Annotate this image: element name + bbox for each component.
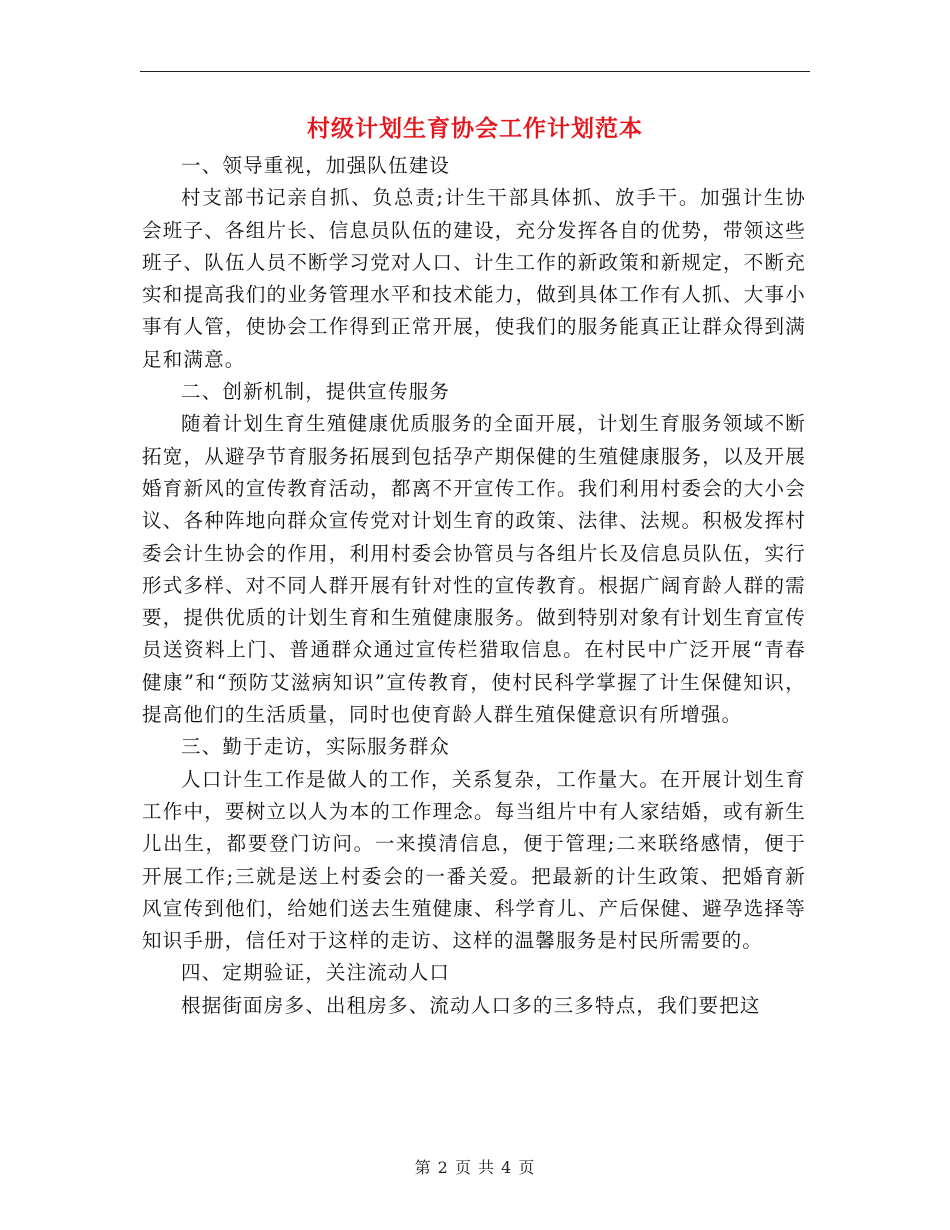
document-title: 村级计划生育协会工作计划范本 xyxy=(307,115,643,142)
document-body xyxy=(142,150,806,1022)
paragraph: 人口计生工作是做人的工作，关系复杂，工作量大。在开展计划生育工作中，要树立以人为本的工作理念。每当组片中有人家结婚，或有新生儿出生，都要登门访问。一来摸清信息，便于管理;二来联络感情，便于开展工作;三就是送上村委会的一番关爱。把最新的计生政策、把婚育新风宣传到他们，给她们送去生殖健康、科学育儿、产后保健、避孕选择等知识手册，信任对于这样的走访、这样的温馨服务是村民所需要的。 xyxy=(142,767,806,953)
section-heading-4: 四、定期验证，关注流动人口 xyxy=(181,961,451,985)
section-heading-2: 二、创新机制，提供宣传服务 xyxy=(181,380,451,404)
paragraph: 随着计划生育生殖健康优质服务的全面开展，计划生育服务领域不断拓宽，从避孕节育服务拓展到包括孕产期保健的生殖健康服务，以及开展婚育新风的宣传教育活动，都离不开宣传工作。我们利用村委会的大小会议、各种阵地向群众宣传党对计划生育的政策、法律、法规。积极发挥村委会计生协会的作用，利用村委会协管员与各组片长及信息员队伍，实行形式多样、对不同人群开展有针对性的宣传教育。根据广阔育龄人群的需要，提供优质的计划生育和生殖健康服务。做到特别对象有计划生育宣传员送资料上门、普通群众通过宣传栏猎取信息。在村民中广泛开展“青春健康”和“预防艾滋病知识”宣传教育，使村民科学掌握了计生保健知识，提高他们的生活质量，同时也使育龄人群生殖保健意识有所增强。 xyxy=(142,412,806,727)
section-heading-3: 三、勤于走访，实际服务群众 xyxy=(181,735,451,759)
section-heading-1: 一、领导重视，加强队伍建设 xyxy=(181,154,451,177)
header-rule xyxy=(140,71,810,72)
page-number: 第 2 页 共 4 页 xyxy=(414,1158,536,1177)
paragraph: 根据街面房多、出租房多、流动人口多的三多特点，我们要把这 xyxy=(181,993,761,1017)
paragraph: 村支部书记亲自抓、负总责;计生干部具体抓、放手干。加强计生协会班子、各组片长、信息员队伍的建设，充分发挥各自的优势，带领这些班子、队伍人员不断学习党对人口、计生工作的新政策和新规定，不断充实和提高我们的业务管理水平和技术能力，做到具体工作有人抓、大事小事有人管，使协会工作得到正常开展，使我们的服务能真正让群众得到满足和满意。 xyxy=(142,186,806,371)
